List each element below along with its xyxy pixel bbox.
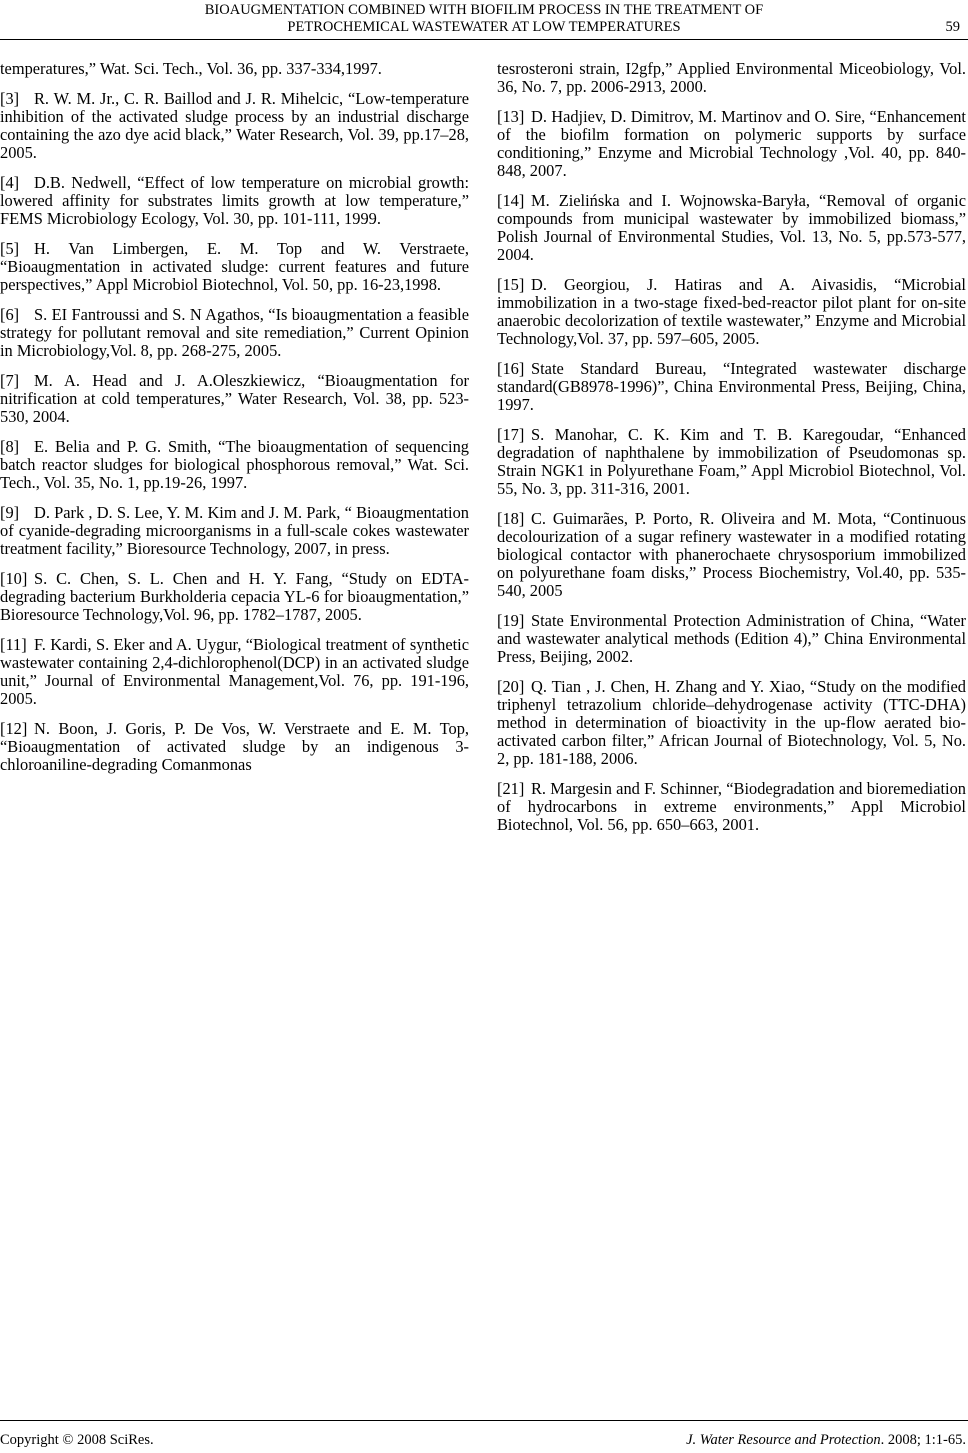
reference-number: [17] xyxy=(497,425,525,444)
reference-number: [12] xyxy=(0,719,28,738)
reference-number: [8] xyxy=(0,437,20,456)
reference-number: [3] xyxy=(0,89,20,108)
reference-number: [19] xyxy=(497,611,525,630)
page-footer xyxy=(0,1426,968,1448)
journal-citation xyxy=(686,1432,966,1449)
reference-number: [15] xyxy=(497,275,525,294)
reference-list-left xyxy=(0,90,469,774)
reference-item xyxy=(0,504,469,558)
reference-number: [11] xyxy=(0,635,27,654)
reference-number: [4] xyxy=(0,173,20,192)
reference-item xyxy=(497,510,966,600)
reference-text: D.B. Nedwell, “Effect of low temperature on microbial growth: lowered affinity for substrates limits growth at low temperature,” FEMS Microbiology Ecology, Vol. 30, pp. 101-111, 1999. xyxy=(0,173,469,228)
reference-text: H. Van Limbergen, E. M. Top and W. Verstraete, “Bioaugmentation in activated sludge: current features and future perspectives,” Appl Microbiol Biotechnol, Vol. 50, pp. 16-23,1998. xyxy=(0,239,469,294)
right-column xyxy=(497,60,966,846)
reference-number: [14] xyxy=(497,191,525,210)
reference-text: S. Manohar, C. K. Kim and T. B. Karegoudar, “Enhanced degradation of naphthalene by immobilization of Pseudomonas sp. Strain NGK1 in Polyurethane Foam,” Appl Microbiol Biotechnol, Vol. 55, No. 3, pp. 311-316, 2001. xyxy=(497,425,966,498)
reference-continuation: tesrosteroni strain, I2gfp,” Applied Environmental Miceobiology, Vol. 36, No. 7, pp. 2006-2913, 2000. xyxy=(497,59,966,96)
reference-item xyxy=(0,438,469,492)
reference-list-right xyxy=(497,108,966,834)
footer-divider xyxy=(0,1420,968,1421)
reference-item xyxy=(0,240,469,294)
reference-text: R. Margesin and F. Schinner, “Biodegradation and bioremediation of hydrocarbons in extreme environments,” Appl Microbiol Biotechnol, Vol. 56, pp. 650–663, 2001. xyxy=(497,779,966,834)
reference-number: [6] xyxy=(0,305,20,324)
reference-text: N. Boon, J. Goris, P. De Vos, W. Verstraete and E. M. Top, “Bioaugmentation of activated sludge by an indigenous 3-chloroaniline-degrading Comanmonas xyxy=(0,719,469,774)
reference-item xyxy=(497,192,966,264)
reference-item xyxy=(497,678,966,768)
reference-item xyxy=(0,306,469,360)
reference-text: R. W. M. Jr., C. R. Baillod and J. R. Mihelcic, “Low-temperature inhibition of the activated sludge process by an industrial discharge containing the azo dye acid black,” Water Research, Vol. 39, pp.17–28, 2005. xyxy=(0,89,469,162)
journal-name: J. Water Resource and Protection xyxy=(686,1432,881,1448)
reference-number: [7] xyxy=(0,371,20,390)
reference-text: M. A. Head and J. A.Oleszkiewicz, “Bioaugmentation for nitrification at cold temperatures,” Water Research, Vol. 38, pp. 523-530, 2004. xyxy=(0,371,469,426)
reference-item xyxy=(0,720,469,774)
journal-details: . 2008; 1:1-65. xyxy=(880,1432,966,1448)
reference-text: Q. Tian , J. Chen, H. Zhang and Y. Xiao, “Study on the modified triphenyl tetrazolium chloride–dehydrogenase activity (TTC-DHA) method in determination of bioactivity in the up-flow aerated bio-activated carbon filter,” African Journal of Biotechnology, Vol. 5, No. 2, pp. 181-188, 2006. xyxy=(497,677,966,768)
reference-item xyxy=(497,612,966,666)
reference-text: M. Zielińska and I. Wojnowska-Baryła, “Removal of organic compounds from municipal wastewater by immobilized biomass,” Polish Journal of Environmental Studies, Vol. 13, No. 5, pp.573-577, 2004. xyxy=(497,191,966,264)
reference-number: [18] xyxy=(497,509,525,528)
copyright-notice: Copyright © 2008 SciRes. xyxy=(0,1432,154,1448)
reference-item xyxy=(0,636,469,708)
reference-item xyxy=(497,108,966,180)
reference-number: [13] xyxy=(497,107,525,126)
reference-item xyxy=(497,426,966,498)
reference-text: E. Belia and P. G. Smith, “The bioaugmentation of sequencing batch reactor sludges for biological phosphorous removal,” Wat. Sci. Tech., Vol. 35, No. 1, pp.19-26, 1997. xyxy=(0,437,469,492)
reference-text: D. Park , D. S. Lee, Y. M. Kim and J. M. Park, “ Bioaugmentation of cyanide-degrading microorganisms in a full-scale cokes wastewater treatment facility,” Bioresource Technology, 2007, in press. xyxy=(0,503,469,558)
reference-item xyxy=(497,780,966,834)
reference-item xyxy=(0,372,469,426)
reference-text: S. C. Chen, S. L. Chen and H. Y. Fang, “Study on EDTA-degrading bacterium Burkholderia cepacia YL-6 for bioaugmentation,” Bioresource Technology,Vol. 96, pp. 1782–1787, 2005. xyxy=(0,569,469,624)
running-title xyxy=(0,2,968,36)
page-header xyxy=(0,0,968,44)
reference-text: State Environmental Protection Administration of China, “Water and wastewater analytical methods (Edition 4),” China Environmental Press, Beijing, 2002. xyxy=(497,611,966,666)
reference-item xyxy=(497,360,966,414)
header-divider xyxy=(0,39,968,40)
reference-number: [10] xyxy=(0,569,28,588)
reference-continuation: temperatures,” Wat. Sci. Tech., Vol. 36, pp. 337-334,1997. xyxy=(0,59,382,78)
reference-item xyxy=(0,570,469,624)
reference-item xyxy=(0,174,469,228)
running-title-line-2: PETROCHEMICAL WASTEWATER AT LOW TEMPERATURES xyxy=(287,19,681,35)
reference-item xyxy=(497,276,966,348)
reference-text: State Standard Bureau, “Integrated wastewater discharge standard(GB8978-1996)”, China Environmental Press, Beijing, China, 1997. xyxy=(497,359,966,414)
left-column xyxy=(0,60,469,786)
reference-text: C. Guimarães, P. Porto, R. Oliveira and M. Mota, “Continuous decolourization of a sugar refinery wastewater in a modified rotating biological contactor with phanerochaete chrysosporium immobilized on polyurethane foam disks,” Process Biochemistry, Vol.40, pp. 535-540, 2005 xyxy=(497,509,966,600)
reference-text: D. Georgiou, J. Hatiras and A. Aivasidis, “Microbial immobilization in a two-stage fixed-bed-reactor pilot plant for on-site anaerobic decolorization of textile wastewater,” Enzyme and Microbial Technology,Vol. 37, pp. 597–605, 2005. xyxy=(497,275,966,348)
page-number: 59 xyxy=(945,19,960,35)
reference-number: [16] xyxy=(497,359,525,378)
reference-number: [20] xyxy=(497,677,525,696)
reference-item xyxy=(0,90,469,162)
reference-number: [21] xyxy=(497,779,525,798)
reference-number: [9] xyxy=(0,503,20,522)
reference-text: F. Kardi, S. Eker and A. Uygur, “Biological treatment of synthetic wastewater containing 2,4-dichlorophenol(DCP) in an activated sludge unit,” Journal of Environmental Management,Vol. 76, pp. 191-196, 2005. xyxy=(0,635,469,708)
reference-text: S. EI Fantroussi and S. N Agathos, “Is bioaugmentation a feasible strategy for pollutant removal and site remediation,” Current Opinion in Microbiology,Vol. 8, pp. 268-275, 2005. xyxy=(0,305,469,360)
reference-number: [5] xyxy=(0,239,20,258)
reference-text: D. Hadjiev, D. Dimitrov, M. Martinov and O. Sire, “Enhancement of the biofilm formation on polymeric supports by surface conditioning,” Enzyme and Microbial Technology ,Vol. 40, pp. 840-848, 2007. xyxy=(497,107,966,180)
running-title-line-1: BIOAUGMENTATION COMBINED WITH BIOFILIM PROCESS IN THE TREATMENT OF xyxy=(204,2,764,18)
